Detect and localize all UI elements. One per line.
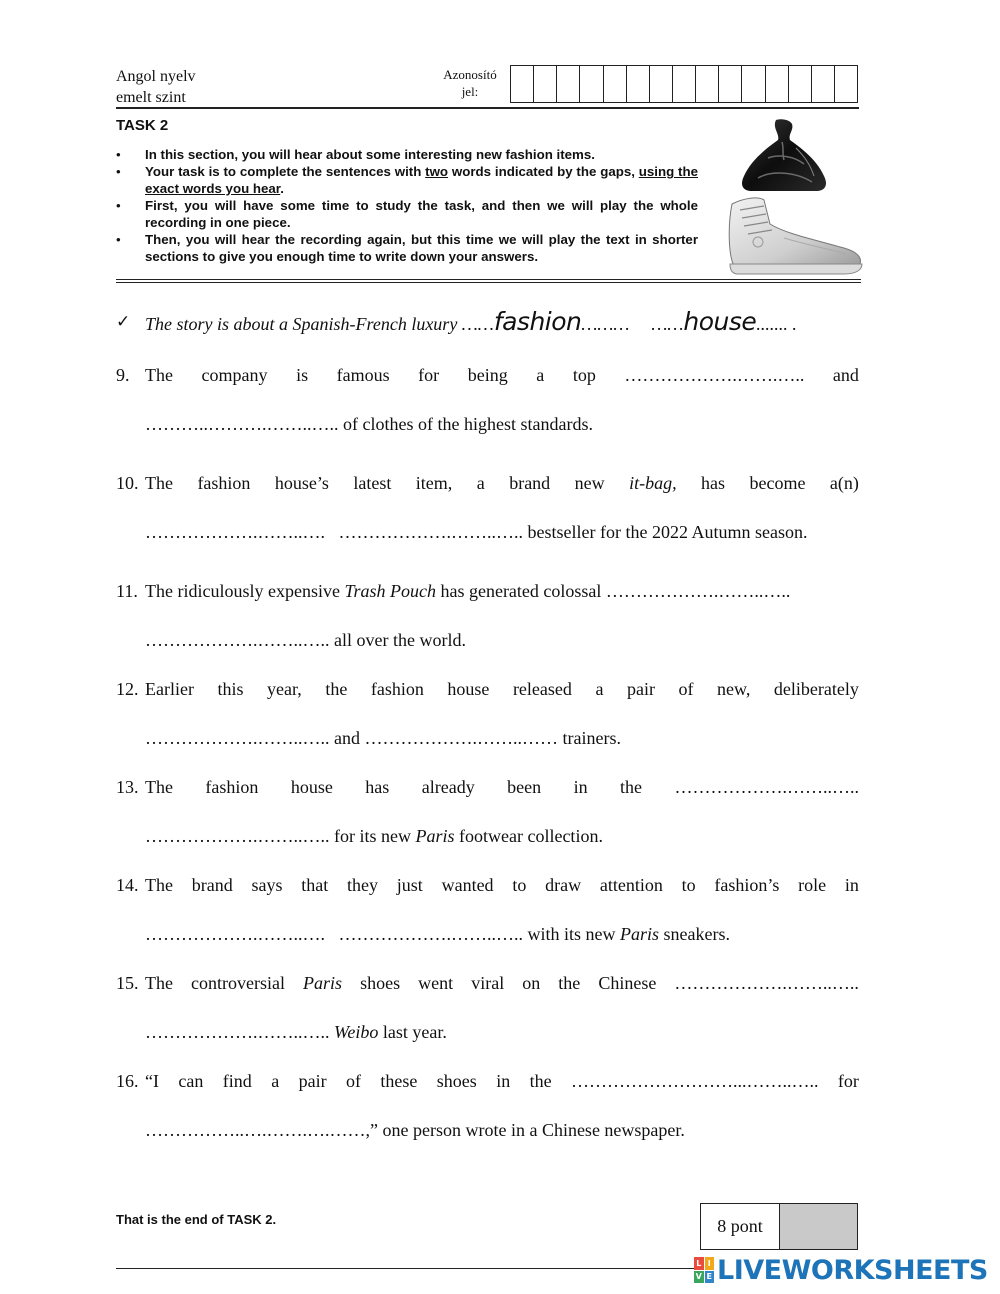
word: fashion [205,777,259,797]
word: attention [599,875,663,895]
word: item, [415,473,453,493]
word: shoes [360,973,401,993]
word: in [496,1071,511,1091]
id-cell[interactable] [534,66,557,102]
id-label [430,66,510,100]
word: a [476,473,485,493]
word: pair [626,679,655,699]
id-cell[interactable] [696,66,719,102]
liveworksheets-badge-icon [694,1257,714,1283]
word: wanted [441,875,494,895]
word: new, [717,679,751,699]
example-gap: ……… [581,314,630,334]
word: become [749,473,806,493]
question-text[interactable] [145,971,859,995]
word: brand [509,473,551,493]
word: fashion [197,473,251,493]
subject-label: Angol nyelv [116,68,196,85]
word: has [365,777,390,797]
instruction-emphasis: using the exact words you hear [145,164,698,196]
word: being [467,365,508,385]
word: latest [353,473,392,493]
id-label-line-2: jel: [461,84,479,99]
paris-sneaker-image [724,194,864,276]
word: a [595,679,604,699]
example-gap: ....... . [756,314,797,334]
word: company [201,365,268,385]
word: controversial [191,973,285,993]
word: in [844,875,859,895]
score-box [700,1203,858,1250]
word: has [701,473,726,493]
question-text[interactable]: ……………….……..….. and ……………….……..…… trainers. [145,728,621,748]
word: been [507,777,542,797]
text-segment[interactable]: ……………….……..….. [145,1022,334,1042]
question-text [145,363,859,387]
badge-letter: I [705,1257,715,1270]
level-label: emelt szint [116,89,186,106]
liveworksheets-logo [694,1255,988,1285]
instruction-item [116,197,698,231]
footer-divider [116,1268,696,1269]
badge-letter: E [705,1271,715,1284]
word: the [529,1071,552,1091]
instruction-text: words indicated by the gaps, [448,164,639,179]
id-cell[interactable] [789,66,812,102]
id-cell[interactable] [742,66,765,102]
word: to [512,875,527,895]
word: of [345,1071,361,1091]
liveworksheets-wordmark: LIVEWORKSHEETS [717,1254,988,1286]
text-italic: Trash Pouch [344,581,436,601]
question-text[interactable] [145,824,859,848]
id-cell[interactable] [511,66,534,102]
id-cell[interactable] [557,66,580,102]
word: famous [336,365,390,385]
word: top [572,365,596,385]
check-icon: ✓ [116,312,131,332]
word: to [681,875,696,895]
word: just [396,875,423,895]
question-text[interactable]: ……………….……..….. all over the world. [145,630,466,650]
word: can [178,1071,204,1091]
question-number: 13. [116,777,139,797]
instruction-text: In this section, you will hear about some interesting new fashion items. [145,147,595,162]
header-subject-block [116,66,196,108]
word: pair [298,1071,327,1091]
text-segment[interactable]: has generated colossal ……………….……..….. [435,581,791,601]
instruction-item [116,231,698,265]
end-of-task-text: That is the end of TASK 2. [116,1212,277,1227]
word: a [536,365,545,385]
word: find [222,1071,252,1091]
word: house’s [274,473,329,493]
question-text[interactable] [145,1020,859,1044]
word: released [512,679,572,699]
id-cell[interactable] [580,66,603,102]
example-sentence [145,307,859,336]
instruction-text: . [280,181,284,196]
task-title: TASK 2 [116,117,169,134]
word: Paris [303,973,343,993]
word: fashion’s [714,875,780,895]
word[interactable]: ………………………...……..….. [571,1071,819,1091]
example-answer-1: fashion [493,307,582,336]
word: fashion [370,679,424,699]
task-divider [116,279,861,280]
word: for [418,365,440,385]
text-italic: Paris [415,826,455,846]
question-text [145,873,859,897]
id-label-line-1: Azonosító [443,67,497,82]
word: house [447,679,490,699]
word: this [217,679,244,699]
word: role [798,875,827,895]
question-number: 12. [116,679,139,699]
id-cell[interactable] [650,66,673,102]
question-number: 9. [116,365,130,385]
word: The [145,473,173,493]
word: already [421,777,475,797]
question-text [145,471,859,495]
instruction-item [116,163,698,197]
word: went [418,973,454,993]
example-answer-2: house [683,307,757,336]
word: “I [145,1071,159,1091]
id-cell[interactable] [719,66,742,102]
question-text[interactable] [145,922,859,946]
text-italic: Weibo [334,1022,379,1042]
word: on [522,973,541,993]
question-text[interactable]: ………..……….……..….. of clothes of the highest standards. [145,414,593,434]
question-text[interactable] [145,579,859,603]
word: Earlier [145,679,194,699]
word[interactable]: ……………….…….….. [624,365,805,385]
word: and [832,365,859,385]
text-segment: footwear collection. [454,826,603,846]
word: says [251,875,283,895]
word: draw [545,875,582,895]
text-italic: Paris [620,924,660,944]
id-cell[interactable] [766,66,789,102]
word: shoes [436,1071,477,1091]
header-divider [116,107,859,109]
word: that [301,875,329,895]
word: in [573,777,588,797]
text-segment[interactable]: ……………….……..….. for its new [145,826,416,846]
instructions-list [116,146,698,265]
word: brand [191,875,233,895]
question-text[interactable] [145,1069,859,1093]
example-text: The story is about a Spanish-French luxury …… [145,314,494,334]
instruction-emphasis: two [425,164,449,179]
word: these [380,1071,418,1091]
word: they [347,875,379,895]
text-segment[interactable]: ……………….……..…. ……………….……..….. with its new [145,924,620,944]
question-number: 14. [116,875,139,895]
question-text[interactable]: ……………..….…….….……,” one person wrote in a Chinese newspaper. [145,1120,685,1140]
word: viral [471,973,505,993]
instruction-text: Your task is to complete the sentences with [145,164,426,179]
word: of [678,679,694,699]
word: year, [267,679,302,699]
instruction-text: Then, you will hear the recording again, but this time we will play the text in shorter sections to give you enough time to write down your answers. [145,232,698,264]
badge-letter: L [694,1257,704,1270]
word: deliberately [773,679,859,699]
id-cell[interactable] [835,66,857,102]
question-text[interactable]: ……………….……..…. ……………….……..….. bestseller for the 2022 Autumn season. [145,522,808,542]
instruction-item [116,146,698,163]
word: the [558,973,581,993]
badge-letter: V [695,1272,702,1282]
score-label: 8 pont [701,1204,780,1249]
question-number: 15. [116,973,139,993]
id-cell[interactable] [673,66,696,102]
question-number: 16. [116,1071,139,1091]
example-gap: …… [651,314,684,334]
text-segment: sneakers. [659,924,730,944]
word[interactable]: ……………….……..….. [674,777,859,797]
trash-pouch-image [738,118,830,192]
score-field[interactable] [780,1204,857,1249]
word: The [145,777,173,797]
word: the [620,777,643,797]
question-text [145,677,859,701]
word: for [837,1071,859,1091]
word: The [145,365,173,385]
word: new [574,473,605,493]
instruction-text: First, you will have some time to study the task, and then we will play the whole recording in one piece. [145,198,698,230]
word: is [296,365,309,385]
word: a(n) [829,473,859,493]
word: The [145,875,173,895]
id-code-grid[interactable] [510,65,858,103]
word: The [145,973,173,993]
word: house [290,777,333,797]
text-segment: last year. [378,1022,447,1042]
question-number: 10. [116,473,139,493]
id-cell[interactable] [604,66,627,102]
id-cell[interactable] [627,66,650,102]
word: it-bag, [629,473,677,493]
question-text[interactable] [145,775,859,799]
task-divider [116,282,861,283]
question-number: 11. [116,581,138,601]
word: the [325,679,348,699]
word: a [271,1071,280,1091]
word: Chinese [598,973,657,993]
id-cell[interactable] [812,66,835,102]
word[interactable]: ……………….……..….. [674,973,859,993]
text-segment: The ridiculously expensive [145,581,345,601]
